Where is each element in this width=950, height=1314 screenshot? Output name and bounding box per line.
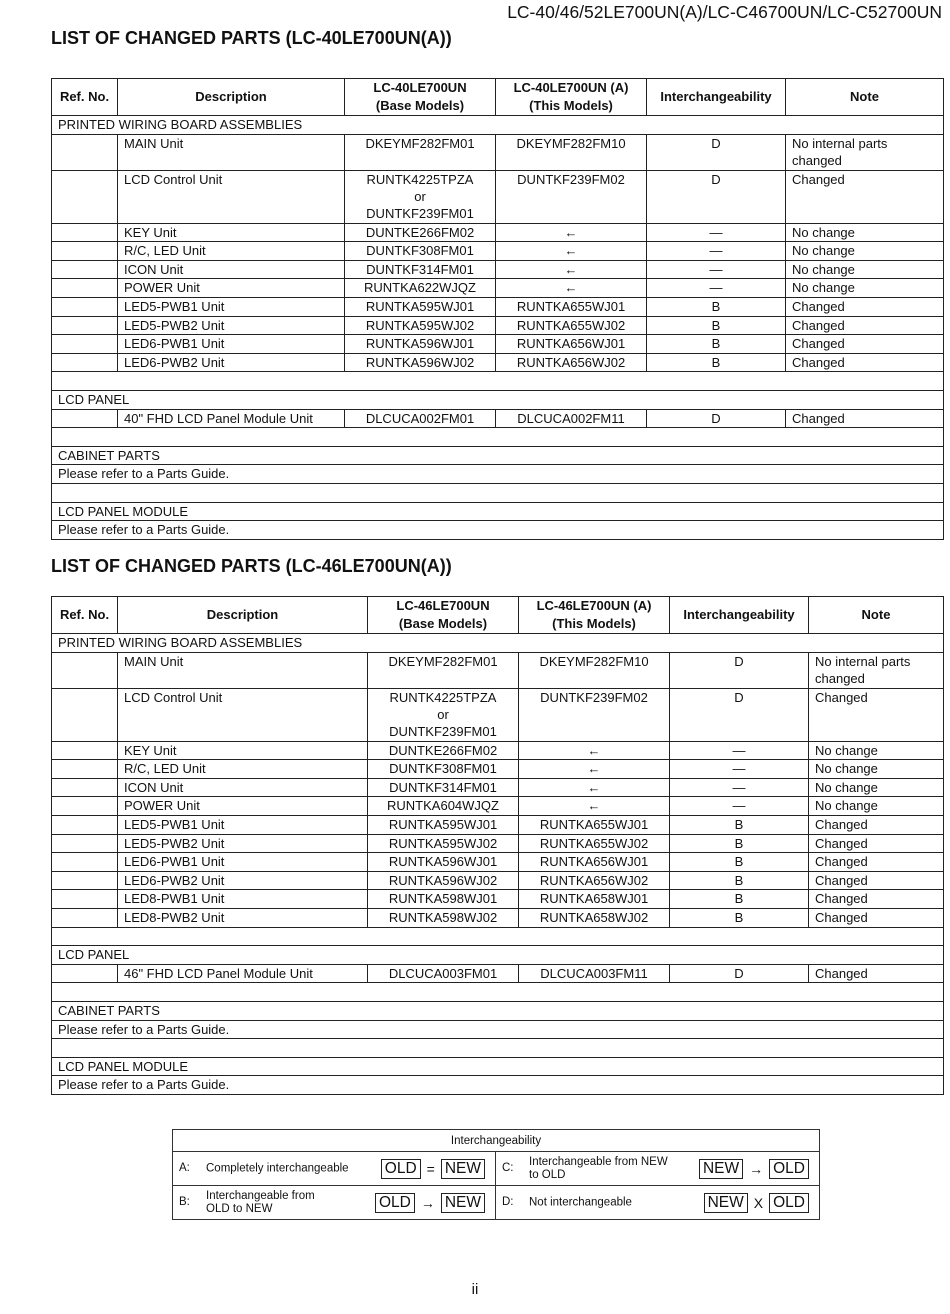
note-cell: No change	[809, 741, 944, 760]
group-row	[52, 502, 944, 521]
base-model-cell: RUNTKA598WJ02	[368, 908, 519, 927]
this-model-cell: ←	[496, 223, 647, 242]
interchangeability-cell: B	[670, 815, 809, 834]
refer-row	[52, 521, 944, 540]
ref-no-cell	[52, 652, 118, 688]
table-row	[52, 815, 944, 834]
interchangeability-cell: D	[647, 134, 786, 170]
base-model-cell: RUNTK4225TPZA or DUNTKF239FM01	[368, 688, 519, 741]
group-row-label: PRINTED WIRING BOARD ASSEMBLIES	[52, 634, 944, 653]
this-model-cell: DKEYMF282FM10	[519, 652, 670, 688]
description-cell: MAIN Unit	[118, 652, 368, 688]
legend-symbol: OLD = NEW	[381, 1159, 485, 1179]
description-cell: LED5-PWB1 Unit	[118, 815, 368, 834]
note-cell: Changed	[809, 890, 944, 909]
description-cell: LED8-PWB1 Unit	[118, 890, 368, 909]
col-note: Note	[786, 79, 944, 116]
interchangeability-cell: —	[670, 797, 809, 816]
interchangeability-cell: B	[670, 908, 809, 927]
this-model-cell: ←	[519, 760, 670, 779]
base-model-cell: DLCUCA002FM01	[345, 409, 496, 428]
section-title: LIST OF CHANGED PARTS (LC-46LE700UN(A))	[51, 556, 452, 576]
description-cell: 46" FHD LCD Panel Module Unit	[118, 964, 368, 983]
group-row	[52, 390, 944, 409]
page-number: ii	[471, 1281, 479, 1298]
ref-no-cell	[52, 890, 118, 909]
table-row	[52, 741, 944, 760]
ref-no-cell	[52, 223, 118, 242]
description-cell: LED6-PWB2 Unit	[118, 871, 368, 890]
description-cell: R/C, LED Unit	[118, 760, 368, 779]
note-cell: Changed	[786, 335, 944, 354]
this-model-cell: RUNTKA656WJ02	[519, 871, 670, 890]
table-row	[52, 760, 944, 779]
legend-symbol: OLD → NEW	[375, 1193, 485, 1213]
this-model-cell: RUNTKA655WJ02	[519, 834, 670, 853]
note-cell: Changed	[786, 353, 944, 372]
group-row	[52, 1057, 944, 1076]
legend-letter: A:	[179, 1162, 190, 1174]
note-cell: Changed	[809, 853, 944, 872]
interchangeability-cell: —	[647, 279, 786, 298]
interchangeability-cell: D	[670, 688, 809, 741]
spacer-row	[52, 483, 944, 502]
table-row	[52, 652, 944, 688]
table-row	[52, 242, 944, 261]
description-cell: LED5-PWB2 Unit	[118, 316, 345, 335]
note-cell: No change	[786, 260, 944, 279]
group-row	[52, 946, 944, 965]
legend-title: Interchangeability	[173, 1130, 820, 1152]
table-row	[52, 409, 944, 428]
ref-no-cell	[52, 134, 118, 170]
description-cell: LCD Control Unit	[118, 688, 368, 741]
interchangeability-cell: D	[647, 170, 786, 223]
refer-row-label: Please refer to a Parts Guide.	[52, 1076, 944, 1095]
note-cell: Changed	[786, 297, 944, 316]
col-base-models: LC-46LE700UN (Base Models)	[368, 597, 519, 634]
base-model-cell: DKEYMF282FM01	[368, 652, 519, 688]
col-interchangeability: Interchangeability	[670, 597, 809, 634]
group-row-label: CABINET PARTS	[52, 1001, 944, 1020]
spacer-row	[52, 428, 944, 447]
col-ref-no: Ref. No.	[52, 79, 118, 116]
spacer-row	[52, 1039, 944, 1058]
description-cell: ICON Unit	[118, 778, 368, 797]
spacer-row	[52, 372, 944, 391]
base-model-cell: RUNTKA595WJ01	[345, 297, 496, 316]
interchangeability-cell: B	[670, 890, 809, 909]
note-cell: No internal parts changed	[809, 652, 944, 688]
interchangeability-cell: —	[647, 223, 786, 242]
base-model-cell: DUNTKE266FM02	[345, 223, 496, 242]
table-row	[52, 316, 944, 335]
note-cell: Changed	[809, 834, 944, 853]
interchangeability-cell: D	[670, 964, 809, 983]
legend-letter: B:	[179, 1196, 190, 1208]
base-model-cell: DUNTKF314FM01	[368, 778, 519, 797]
table-row	[52, 170, 944, 223]
note-cell: Changed	[809, 908, 944, 927]
table-row	[52, 297, 944, 316]
group-row-label: CABINET PARTS	[52, 446, 944, 465]
description-cell: R/C, LED Unit	[118, 242, 345, 261]
note-cell: Changed	[786, 170, 944, 223]
legend-text: Not interchangeable	[529, 1196, 632, 1208]
group-row-label: LCD PANEL	[52, 946, 944, 965]
base-model-cell: RUNTKA595WJ01	[368, 815, 519, 834]
this-model-cell: RUNTKA656WJ01	[496, 335, 647, 354]
col-this-models: LC-40LE700UN (A) (This Models)	[496, 79, 647, 116]
ref-no-cell	[52, 760, 118, 779]
note-cell: No change	[809, 797, 944, 816]
interchangeability-cell: D	[647, 409, 786, 428]
parts-table-body	[52, 116, 944, 540]
description-cell: KEY Unit	[118, 223, 345, 242]
this-model-cell: DKEYMF282FM10	[496, 134, 647, 170]
legend-letter: C:	[502, 1162, 514, 1174]
description-cell: LED5-PWB2 Unit	[118, 834, 368, 853]
legend-letter: D:	[502, 1196, 514, 1208]
base-model-cell: RUNTK4225TPZA or DUNTKF239FM01	[345, 170, 496, 223]
parts-table	[51, 596, 944, 1095]
group-row-label: LCD PANEL	[52, 390, 944, 409]
ref-no-cell	[52, 279, 118, 298]
col-description: Description	[118, 79, 345, 116]
ref-no-cell	[52, 688, 118, 741]
ref-no-cell	[52, 853, 118, 872]
description-cell: LED5-PWB1 Unit	[118, 297, 345, 316]
ref-no-cell	[52, 353, 118, 372]
interchangeability-cell: —	[647, 260, 786, 279]
note-cell: No change	[809, 760, 944, 779]
refer-row-label: Please refer to a Parts Guide.	[52, 521, 944, 540]
this-model-cell: ←	[519, 778, 670, 797]
legend-text: Interchangeable from NEW to OLD	[529, 1155, 668, 1181]
ref-no-cell	[52, 778, 118, 797]
refer-row-label: Please refer to a Parts Guide.	[52, 465, 944, 484]
description-cell: 40" FHD LCD Panel Module Unit	[118, 409, 345, 428]
table-row	[52, 778, 944, 797]
interchangeability-cell: B	[670, 853, 809, 872]
this-model-cell: ←	[496, 260, 647, 279]
spacer-row	[52, 927, 944, 946]
col-description: Description	[118, 597, 368, 634]
table-row	[52, 260, 944, 279]
base-model-cell: DUNTKF314FM01	[345, 260, 496, 279]
spacer-row	[52, 983, 944, 1002]
note-cell: No change	[786, 223, 944, 242]
table-row	[52, 964, 944, 983]
interchangeability-cell: B	[647, 335, 786, 354]
description-cell: LED6-PWB2 Unit	[118, 353, 345, 372]
legend-item-c	[496, 1152, 820, 1186]
this-model-cell: DLCUCA003FM11	[519, 964, 670, 983]
legend-item-a	[173, 1152, 496, 1186]
base-model-cell: RUNTKA604WJQZ	[368, 797, 519, 816]
interchangeability-cell: B	[670, 871, 809, 890]
ref-no-cell	[52, 409, 118, 428]
table-row	[52, 908, 944, 927]
parts-table	[51, 78, 944, 540]
legend-text: Interchangeable from OLD to NEW	[206, 1189, 315, 1215]
base-model-cell: RUNTKA596WJ01	[368, 853, 519, 872]
interchangeability-legend	[172, 1129, 820, 1220]
ref-no-cell	[52, 871, 118, 890]
table-row	[52, 353, 944, 372]
group-row-label: LCD PANEL MODULE	[52, 502, 944, 521]
this-model-cell: RUNTKA658WJ02	[519, 908, 670, 927]
note-cell: Changed	[809, 871, 944, 890]
this-model-cell: ←	[519, 741, 670, 760]
table-row	[52, 279, 944, 298]
group-row-label: LCD PANEL MODULE	[52, 1057, 944, 1076]
ref-no-cell	[52, 815, 118, 834]
base-model-cell: RUNTKA622WJQZ	[345, 279, 496, 298]
note-cell: Changed	[809, 688, 944, 741]
description-cell: MAIN Unit	[118, 134, 345, 170]
this-model-cell: ←	[519, 797, 670, 816]
description-cell: ICON Unit	[118, 260, 345, 279]
ref-no-cell	[52, 834, 118, 853]
ref-no-cell	[52, 908, 118, 927]
description-cell: LED6-PWB1 Unit	[118, 853, 368, 872]
interchangeability-cell: B	[647, 297, 786, 316]
this-model-cell: ←	[496, 279, 647, 298]
this-model-cell: RUNTKA655WJ01	[519, 815, 670, 834]
base-model-cell: RUNTKA598WJ01	[368, 890, 519, 909]
table-row	[52, 223, 944, 242]
note-cell: No change	[786, 242, 944, 261]
interchangeability-cell: —	[647, 242, 786, 261]
table-row	[52, 890, 944, 909]
this-model-cell: DUNTKF239FM02	[519, 688, 670, 741]
description-cell: LED8-PWB2 Unit	[118, 908, 368, 927]
this-model-cell: RUNTKA656WJ01	[519, 853, 670, 872]
base-model-cell: RUNTKA596WJ02	[368, 871, 519, 890]
note-cell: Changed	[809, 964, 944, 983]
note-cell: No change	[809, 778, 944, 797]
description-cell: KEY Unit	[118, 741, 368, 760]
interchangeability-cell: B	[670, 834, 809, 853]
interchangeability-cell: —	[670, 760, 809, 779]
ref-no-cell	[52, 741, 118, 760]
interchangeability-cell: B	[647, 316, 786, 335]
legend-item-d	[496, 1186, 820, 1220]
note-cell: Changed	[809, 815, 944, 834]
group-row	[52, 634, 944, 653]
table-row	[52, 134, 944, 170]
group-row	[52, 116, 944, 135]
ref-no-cell	[52, 335, 118, 354]
group-row-label: PRINTED WIRING BOARD ASSEMBLIES	[52, 116, 944, 135]
note-cell: No internal parts changed	[786, 134, 944, 170]
this-model-cell: RUNTKA656WJ02	[496, 353, 647, 372]
refer-row	[52, 1020, 944, 1039]
table-row	[52, 688, 944, 741]
group-row	[52, 446, 944, 465]
ref-no-cell	[52, 260, 118, 279]
description-cell: LCD Control Unit	[118, 170, 345, 223]
base-model-cell: RUNTKA595WJ02	[345, 316, 496, 335]
this-model-cell: RUNTKA655WJ01	[496, 297, 647, 316]
ref-no-cell	[52, 797, 118, 816]
table-row	[52, 871, 944, 890]
ref-no-cell	[52, 316, 118, 335]
interchangeability-cell: —	[670, 778, 809, 797]
legend-text: Completely interchangeable	[206, 1162, 349, 1174]
table-row	[52, 335, 944, 354]
ref-no-cell	[52, 964, 118, 983]
description-cell: POWER Unit	[118, 797, 368, 816]
base-model-cell: DKEYMF282FM01	[345, 134, 496, 170]
table-row	[52, 797, 944, 816]
legend-symbol: NEW → OLD	[699, 1159, 809, 1179]
this-model-cell: ←	[496, 242, 647, 261]
refer-row	[52, 1076, 944, 1095]
this-model-cell: DUNTKF239FM02	[496, 170, 647, 223]
table-row	[52, 834, 944, 853]
base-model-cell: DUNTKF308FM01	[345, 242, 496, 261]
base-model-cell: DUNTKF308FM01	[368, 760, 519, 779]
legend-symbol: NEW X OLD	[704, 1193, 809, 1213]
interchangeability-cell: D	[670, 652, 809, 688]
note-cell: Changed	[786, 316, 944, 335]
table-row	[52, 853, 944, 872]
this-model-cell: RUNTKA655WJ02	[496, 316, 647, 335]
col-this-models: LC-46LE700UN (A) (This Models)	[519, 597, 670, 634]
base-model-cell: RUNTKA595WJ02	[368, 834, 519, 853]
this-model-cell: DLCUCA002FM11	[496, 409, 647, 428]
ref-no-cell	[52, 297, 118, 316]
note-cell: No change	[786, 279, 944, 298]
ref-no-cell	[52, 242, 118, 261]
base-model-cell: RUNTKA596WJ02	[345, 353, 496, 372]
col-interchangeability: Interchangeability	[647, 79, 786, 116]
note-cell: Changed	[786, 409, 944, 428]
base-model-cell: RUNTKA596WJ01	[345, 335, 496, 354]
document-header: LC-40/46/52LE700UN(A)/LC-C46700UN/LC-C52700UN	[507, 2, 942, 22]
refer-row-label: Please refer to a Parts Guide.	[52, 1020, 944, 1039]
parts-table-body	[52, 634, 944, 1095]
legend-item-b	[173, 1186, 496, 1220]
refer-row	[52, 465, 944, 484]
base-model-cell: DLCUCA003FM01	[368, 964, 519, 983]
description-cell: POWER Unit	[118, 279, 345, 298]
interchangeability-cell: —	[670, 741, 809, 760]
ref-no-cell	[52, 170, 118, 223]
col-ref-no: Ref. No.	[52, 597, 118, 634]
col-base-models: LC-40LE700UN (Base Models)	[345, 79, 496, 116]
section-title: LIST OF CHANGED PARTS (LC-40LE700UN(A))	[51, 28, 452, 48]
interchangeability-cell: B	[647, 353, 786, 372]
description-cell: LED6-PWB1 Unit	[118, 335, 345, 354]
this-model-cell: RUNTKA658WJ01	[519, 890, 670, 909]
col-note: Note	[809, 597, 944, 634]
base-model-cell: DUNTKE266FM02	[368, 741, 519, 760]
group-row	[52, 1001, 944, 1020]
